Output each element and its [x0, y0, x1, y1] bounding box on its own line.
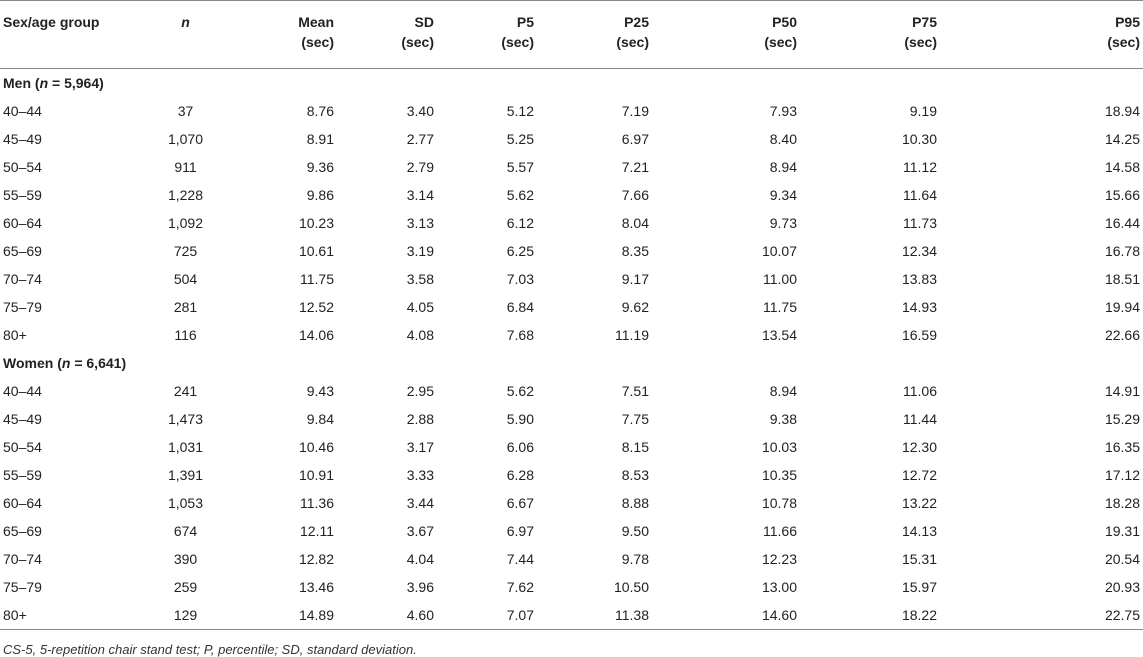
age-group-cell: 60–64 — [3, 215, 42, 231]
n-cell: 725 — [173, 243, 198, 259]
p5-cell: 7.62 — [506, 579, 534, 595]
p75-cell: 13.83 — [901, 271, 937, 287]
p25-cell: 9.17 — [621, 271, 649, 287]
p5-cell: 5.25 — [506, 131, 534, 147]
age-group-cell: 70–74 — [3, 551, 42, 567]
p25-cell: 8.15 — [621, 439, 649, 455]
p25-cell: 9.78 — [621, 551, 649, 567]
n-cell: 911 — [174, 159, 197, 175]
mean-cell: 14.06 — [298, 327, 334, 343]
p25-cell: 9.50 — [621, 523, 649, 539]
mean-cell: 8.91 — [306, 131, 334, 147]
header-n: n — [150, 1, 220, 69]
n-cell: 1,053 — [167, 495, 204, 511]
group-n-symbol: n — [39, 75, 49, 91]
table-body — [0, 69, 1143, 630]
sd-cell: 3.96 — [406, 579, 434, 595]
table-footnote: CS-5, 5-repetition chair stand test; P, percentile; SD, standard deviation. — [3, 642, 417, 657]
mean-cell: 14.89 — [220, 601, 337, 630]
p75-cell: 14.93 — [901, 299, 937, 315]
mean-cell: 10.61 — [298, 243, 334, 259]
age-group-cell: 45–49 — [3, 411, 42, 427]
age-group-cell: 40–44 — [3, 103, 42, 119]
p25-cell: 9.62 — [621, 299, 649, 315]
n-cell: 390 — [173, 551, 198, 567]
p95-cell: 17.12 — [1104, 467, 1140, 483]
p95-cell: 16.35 — [1104, 439, 1140, 455]
p75-cell: 16.59 — [901, 327, 937, 343]
p75-cell: 18.22 — [800, 601, 940, 630]
p5-cell: 5.12 — [506, 103, 534, 119]
sd-cell: 4.05 — [406, 299, 434, 315]
table-row — [0, 209, 1143, 237]
mean-cell: 11.75 — [300, 271, 334, 287]
n-cell: 1,228 — [167, 187, 204, 203]
p50-cell: 10.78 — [761, 495, 797, 511]
p5-cell: 6.67 — [506, 495, 534, 511]
header-row — [0, 1, 1143, 69]
table-row — [0, 237, 1143, 265]
sd-cell: 2.95 — [406, 383, 434, 399]
age-group-cell: 40–44 — [3, 383, 42, 399]
age-group-cell: 70–74 — [3, 271, 42, 287]
p5-cell: 6.25 — [506, 243, 534, 259]
p5-cell: 5.57 — [506, 159, 534, 175]
sd-cell: 3.17 — [406, 439, 434, 455]
p50-cell: 7.93 — [769, 103, 797, 119]
p75-cell: 11.73 — [903, 215, 937, 231]
p95-cell: 22.75 — [940, 601, 1143, 630]
header-p95: P95 (sec) — [940, 1, 1143, 69]
table-row — [0, 489, 1143, 517]
age-group-cell: 60–64 — [3, 495, 42, 511]
p95-cell: 20.54 — [1104, 551, 1140, 567]
sd-cell: 3.67 — [406, 523, 434, 539]
p25-cell: 8.35 — [621, 243, 649, 259]
table-row — [0, 181, 1143, 209]
group-label: Women (n = 6,641) — [3, 355, 127, 371]
mean-cell: 9.36 — [306, 159, 334, 175]
p95-cell: 14.91 — [1104, 383, 1140, 399]
n-cell: 241 — [173, 383, 198, 399]
mean-cell: 9.84 — [306, 411, 334, 427]
p50-cell: 13.54 — [761, 327, 797, 343]
p5-cell: 5.90 — [506, 411, 534, 427]
header-sd: SD (sec) — [337, 1, 437, 69]
sd-cell: 2.79 — [406, 159, 434, 175]
p5-cell: 5.62 — [506, 383, 534, 399]
p25-cell: 7.21 — [621, 159, 649, 175]
table-row — [0, 573, 1143, 601]
p50-cell: 13.00 — [761, 579, 797, 595]
group-n-value: = 5,964 — [48, 75, 100, 91]
p50-cell: 12.23 — [761, 551, 797, 567]
table-row — [0, 97, 1143, 125]
mean-cell: 13.46 — [298, 579, 334, 595]
p75-cell: 10.30 — [901, 131, 937, 147]
mean-cell: 12.11 — [300, 523, 334, 539]
sd-cell: 2.77 — [406, 131, 434, 147]
age-group-cell: 55–59 — [3, 467, 42, 483]
age-group-cell: 65–69 — [3, 243, 42, 259]
p50-cell: 9.34 — [769, 187, 797, 203]
table-row — [0, 321, 1143, 349]
header-sex-age-group: Sex/age group — [0, 1, 150, 69]
p25-cell: 8.88 — [621, 495, 649, 511]
p75-cell: 12.30 — [901, 439, 937, 455]
sd-cell: 3.44 — [406, 495, 434, 511]
n-cell: 1,031 — [167, 439, 204, 455]
p95-cell: 16.78 — [1104, 243, 1140, 259]
age-group-cell: 50–54 — [3, 159, 42, 175]
p50-cell: 11.66 — [763, 523, 797, 539]
p25-cell: 7.66 — [621, 187, 649, 203]
table-row — [0, 601, 1143, 630]
mean-cell: 12.52 — [298, 299, 334, 315]
p50-cell: 10.07 — [761, 243, 797, 259]
header-mean: Mean (sec) — [220, 1, 337, 69]
n-cell: 504 — [173, 271, 198, 287]
p50-cell: 8.94 — [769, 159, 797, 175]
p75-cell: 11.44 — [903, 411, 937, 427]
age-group-cell: 45–49 — [3, 131, 42, 147]
table-row — [0, 405, 1143, 433]
p95-cell: 14.25 — [1104, 131, 1140, 147]
sd-cell: 3.33 — [406, 467, 434, 483]
p50-cell: 9.38 — [769, 411, 797, 427]
mean-cell: 9.86 — [306, 187, 334, 203]
sd-cell: 4.08 — [406, 327, 434, 343]
p25-cell: 11.38 — [537, 601, 652, 630]
p95-cell: 14.58 — [1104, 159, 1140, 175]
age-group-cell: 75–79 — [3, 299, 42, 315]
age-group-cell: 80+ — [3, 327, 27, 343]
group-name: Men — [3, 75, 31, 91]
p75-cell: 12.34 — [901, 243, 937, 259]
group-name: Women — [3, 355, 54, 371]
p25-cell: 7.51 — [621, 383, 649, 399]
group-label: Men (n = 5,964) — [3, 75, 104, 91]
n-cell: 1,092 — [167, 215, 204, 231]
p50-cell: 8.40 — [769, 131, 797, 147]
p95-cell: 18.51 — [1104, 271, 1140, 287]
n-cell: 129 — [150, 601, 220, 630]
age-group-cell: 65–69 — [3, 523, 42, 539]
mean-cell: 10.23 — [298, 215, 334, 231]
p75-cell: 12.72 — [901, 467, 937, 483]
mean-cell: 12.82 — [298, 551, 334, 567]
p25-cell: 8.53 — [621, 467, 649, 483]
header-p50: P50 (sec) — [652, 1, 800, 69]
table-header — [0, 1, 1143, 69]
p50-cell: 8.94 — [769, 383, 797, 399]
n-cell: 674 — [173, 523, 198, 539]
table-row — [0, 517, 1143, 545]
group-n-symbol: n — [61, 355, 71, 371]
mean-cell: 10.46 — [298, 439, 334, 455]
p75-cell: 11.64 — [903, 187, 937, 203]
p5-cell: 6.06 — [506, 439, 534, 455]
mean-cell: 8.76 — [306, 103, 334, 119]
p5-cell: 5.62 — [506, 187, 534, 203]
p50-cell: 11.75 — [763, 299, 797, 315]
p5-cell: 7.44 — [506, 551, 534, 567]
age-group-cell: 55–59 — [3, 187, 42, 203]
p5-cell: 7.68 — [506, 327, 534, 343]
sd-cell: 2.88 — [406, 411, 434, 427]
p5-cell: 6.28 — [506, 467, 534, 483]
age-group-cell: 50–54 — [3, 439, 42, 455]
age-group-cell: 80+ — [0, 601, 150, 630]
header-p25: P25 (sec) — [537, 1, 652, 69]
mean-cell: 11.36 — [300, 495, 334, 511]
p95-cell: 18.94 — [1104, 103, 1140, 119]
n-cell: 281 — [173, 299, 198, 315]
p95-cell: 18.28 — [1104, 495, 1140, 511]
header-p5: P5 (sec) — [437, 1, 537, 69]
p75-cell: 13.22 — [901, 495, 937, 511]
n-cell: 116 — [174, 327, 197, 343]
p25-cell: 7.19 — [621, 103, 649, 119]
header-p75: P75 (sec) — [800, 1, 940, 69]
p5-cell: 6.97 — [506, 523, 534, 539]
sd-cell: 4.60 — [337, 601, 437, 630]
p25-cell: 7.75 — [621, 411, 649, 427]
group-header-row — [0, 69, 1143, 98]
sd-cell: 3.40 — [406, 103, 434, 119]
p95-cell: 15.66 — [1104, 187, 1140, 203]
p95-cell: 19.94 — [1104, 299, 1140, 315]
table-row — [0, 125, 1143, 153]
group-header-row — [0, 349, 1143, 377]
sd-cell: 3.14 — [406, 187, 434, 203]
p75-cell: 15.97 — [901, 579, 937, 595]
p50-cell: 11.00 — [763, 271, 797, 287]
p5-cell: 7.07 — [437, 601, 537, 630]
p25-cell: 10.50 — [613, 579, 649, 595]
p95-cell: 19.31 — [1104, 523, 1140, 539]
p5-cell: 6.84 — [506, 299, 534, 315]
mean-cell: 10.91 — [298, 467, 334, 483]
p50-cell: 9.73 — [769, 215, 797, 231]
p95-cell: 16.44 — [1104, 215, 1140, 231]
table-row — [0, 293, 1143, 321]
p75-cell: 14.13 — [901, 523, 937, 539]
p5-cell: 6.12 — [506, 215, 534, 231]
n-cell: 1,473 — [167, 411, 204, 427]
n-cell: 37 — [177, 103, 194, 119]
p75-cell: 15.31 — [901, 551, 937, 567]
table-row — [0, 153, 1143, 181]
p75-cell: 9.19 — [909, 103, 937, 119]
p75-cell: 11.06 — [903, 383, 937, 399]
table-row — [0, 461, 1143, 489]
p25-cell: 11.19 — [615, 327, 649, 343]
group-n-value: = 6,641 — [70, 355, 122, 371]
p95-cell: 22.66 — [1104, 327, 1140, 343]
p25-cell: 6.97 — [621, 131, 649, 147]
p50-cell: 10.03 — [761, 439, 797, 455]
table-row — [0, 433, 1143, 461]
n-cell: 1,070 — [167, 131, 204, 147]
p25-cell: 8.04 — [621, 215, 649, 231]
mean-cell: 9.43 — [306, 383, 334, 399]
table-row — [0, 265, 1143, 293]
p50-cell: 14.60 — [652, 601, 800, 630]
sd-cell: 3.13 — [406, 215, 434, 231]
age-group-cell: 75–79 — [3, 579, 42, 595]
sd-cell: 3.19 — [406, 243, 434, 259]
p95-cell: 20.93 — [1104, 579, 1140, 595]
sd-cell: 3.58 — [406, 271, 434, 287]
table-row — [0, 545, 1143, 573]
p5-cell: 7.03 — [506, 271, 534, 287]
p95-cell: 15.29 — [1104, 411, 1140, 427]
n-cell: 259 — [173, 579, 198, 595]
sd-cell: 4.04 — [406, 551, 434, 567]
table-row — [0, 377, 1143, 405]
n-cell: 1,391 — [167, 467, 204, 483]
p75-cell: 11.12 — [903, 159, 937, 175]
p50-cell: 10.35 — [761, 467, 797, 483]
